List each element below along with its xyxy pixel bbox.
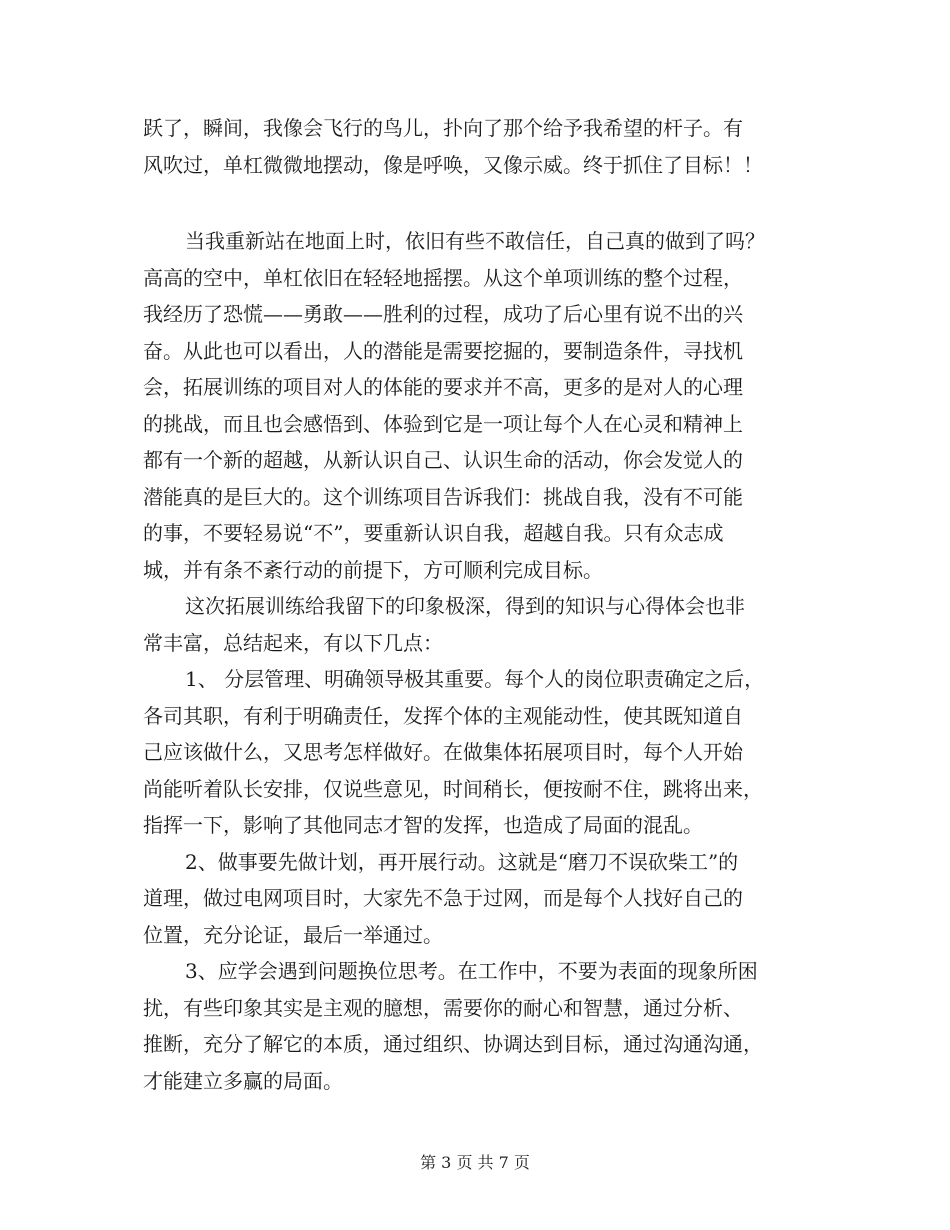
paragraph-summary-intro xyxy=(143,588,811,661)
document-body xyxy=(143,110,811,1099)
text-line: 风吹过，单杠微微地摆动，像是呼唤，又像示威。终于抓住了目标！！ xyxy=(143,152,763,177)
text-line: 会，拓展训练的项目对人的体能的要求并不高，更多的是对人的心理 xyxy=(143,375,743,399)
text-line: 1、 分层管理、明确领导极其重要。每个人的岗位职责确定之后， xyxy=(185,667,765,691)
text-line: 各司其职，有利于明确责任，发挥个体的主观能动性，使其既知道自 xyxy=(143,703,743,728)
text-line: 推断，充分了解它的本质，通过组织、协调达到目标，通过沟通沟通， xyxy=(143,1032,763,1056)
text-line: 奋。从此也可以看出，人的潜能是需要挖掘的，要制造条件，寻找机 xyxy=(143,338,743,363)
text-line: 3、应学会遇到问题换位思考。在工作中，不要为表面的现象所困 xyxy=(185,959,758,983)
paragraph-gap xyxy=(143,183,811,223)
text-line: 城，并有条不紊行动的前提下，方可顺利完成目标。 xyxy=(143,557,603,582)
text-line: 的事，不要轻易说“不”，要重新认识自我，超越自我。只有众志成 xyxy=(143,521,724,545)
text-line: 的挑战，而且也会感悟到、体验到它是一项让每个人在心灵和精神上 xyxy=(143,411,743,436)
paragraph-point-2 xyxy=(143,844,811,954)
text-line: 位置，充分论证，最后一举通过。 xyxy=(143,922,443,947)
paragraph-continuation xyxy=(143,110,811,183)
text-line: 2、做事要先做计划，再开展行动。这就是“磨刀不误砍柴工”的 xyxy=(185,849,739,874)
text-line: 这次拓展训练给我留下的印象极深，得到的知识与心得体会也非 xyxy=(185,594,745,618)
text-line: 跃了，瞬间，我像会飞行的鸟儿，扑向了那个给予我希望的杆子。有 xyxy=(143,116,743,140)
text-line: 尚能听着队长安排，仅说些意见，时间稍长，便按耐不住，跳将出来， xyxy=(143,776,763,801)
text-line: 我经历了恐慌——勇敢——胜利的过程，成功了后心里有说不出的兴 xyxy=(143,302,743,326)
text-line: 当我重新站在地面上时，依旧有些不敢信任，自己真的做到了吗？ xyxy=(185,229,765,253)
paragraph-reflection xyxy=(143,223,811,588)
text-line: 己应该做什么，又思考怎样做好。在做集体拓展项目时，每个人开始 xyxy=(143,740,743,764)
text-line: 高高的空中，单杠依旧在轻轻地摇摆。从这个单项训练的整个过程， xyxy=(143,265,743,290)
text-line: 潜能真的是巨大的。这个训练项目告诉我们：挑战自我，没有不可能 xyxy=(143,484,743,509)
text-line: 都有一个新的超越，从新认识自己、认识生命的活动，你会发觉人的 xyxy=(143,448,743,472)
text-line: 扰，有些印象其实是主观的臆想，需要你的耐心和智慧，通过分析、 xyxy=(143,995,743,1020)
text-line: 指挥一下，影响了其他同志才智的发挥，也造成了局面的混乱。 xyxy=(143,813,703,837)
text-line: 道理，做过电网项目时，大家先不急于过网，而是每个人找好自己的 xyxy=(143,886,743,910)
text-line: 才能建立多赢的局面。 xyxy=(143,1068,343,1093)
paragraph-point-1 xyxy=(143,661,811,844)
text-line: 常丰富，总结起来，有以下几点： xyxy=(143,630,443,655)
page-number-footer: 第 3 页 共 7 页 xyxy=(420,1153,530,1172)
paragraph-point-3 xyxy=(143,953,811,1099)
